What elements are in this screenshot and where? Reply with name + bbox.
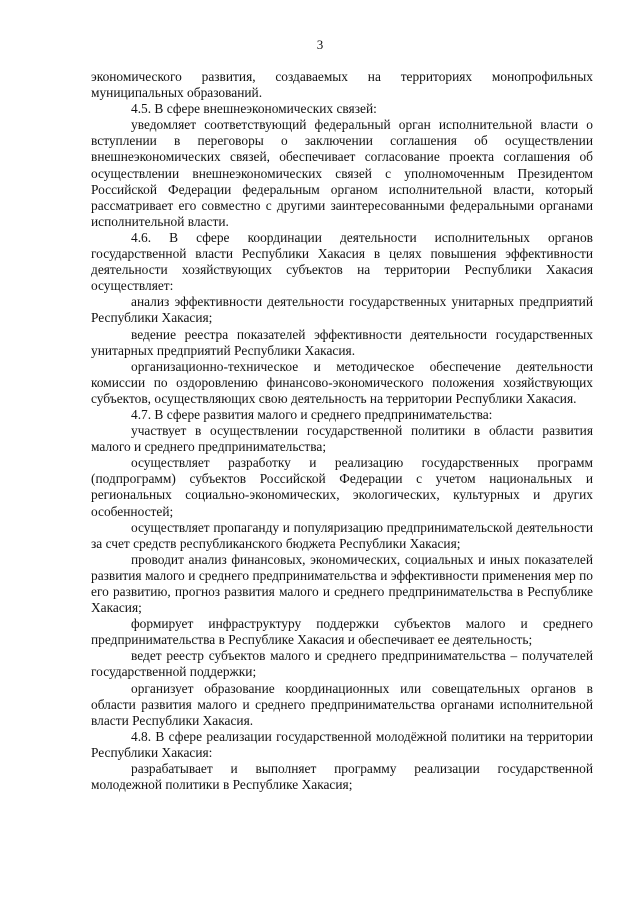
section-heading-4-6: 4.6. В сфере координации деятельности исполнительных органов государственной власти Республики Хакасия в целях повышения эффективности деятельности хозяйствующих субъектов на территории Республики Хакасия осуществляет: xyxy=(91,229,593,294)
paragraph: осуществляет разработку и реализацию государственных программ (подпрограмм) субъектов Российской Федерации с учетом национальных и региональных социально-экономических, экологических, культурных и других особенностей; xyxy=(91,455,593,519)
paragraph: анализ эффективности деятельности государственных унитарных предприятий Республики Хакасия; xyxy=(91,294,593,326)
document-body xyxy=(91,69,593,793)
paragraph: формирует инфраструктуру поддержки субъектов малого и среднего предпринимательства в Республике Хакасия и обеспечивает ее деятельность; xyxy=(91,616,593,648)
paragraph: ведение реестра показателей эффективности деятельности государственных унитарных предприятий Республики Хакасия. xyxy=(91,326,593,358)
paragraph: уведомляет соответствующий федеральный орган исполнительной власти о вступлении в переговоры о заключении соглашения об осуществлении внешнеэкономических связей, обеспечивает согласование проекта соглашения об осуществлении внешнеэкономических связей с уполномоченным Президентом Российской Федерации федеральным органом исполнительной власти, который рассматривает его совместно с другими заинтересованными федеральными органами исполнительной власти. xyxy=(91,117,593,229)
paragraph: организует образование координационных или совещательных органов в области развития малого и среднего предпринимательства органами исполнительной власти Республики Хакасия. xyxy=(91,680,593,728)
paragraph: проводит анализ финансовых, экономических, социальных и иных показателей развития малого и среднего предпринимательства и эффективности применения мер по его развитию, прогноз развития малого и среднего предпринимательства в Республике Хакасия; xyxy=(91,551,593,616)
section-heading-4-8: 4.8. В сфере реализации государственной молодёжной политики на территории Республики Хакасия: xyxy=(91,728,593,760)
paragraph: осуществляет пропаганду и популяризацию предпринимательской деятельности за счет средств республиканского бюджета Республики Хакасия; xyxy=(91,519,593,551)
section-heading-4-7: 4.7. В сфере развития малого и среднего предпринимательства: xyxy=(131,406,493,422)
paragraph: организационно-техническое и методическое обеспечение деятельности комиссии по оздоровлению финансово-экономического положения хозяйствующих субъектов, осуществляющих свою деятельность на территории Республики Хакасия. xyxy=(91,358,593,406)
section-heading-4-5: 4.5. В сфере внешнеэкономических связей: xyxy=(131,101,377,117)
page-number: 3 xyxy=(316,37,324,52)
paragraph: разрабатывает и выполняет программу реализации государственной молодежной политики в Республике Хакасия; xyxy=(91,761,593,793)
paragraph: участвует в осуществлении государственной политики в области развития малого и среднего предпринимательства; xyxy=(91,423,593,455)
paragraph: экономического развития, создаваемых на территориях монопрофильных муниципальных образований. xyxy=(91,69,593,101)
paragraph: ведет реестр субъектов малого и среднего предпринимательства – получателей государственной поддержки; xyxy=(91,648,593,680)
